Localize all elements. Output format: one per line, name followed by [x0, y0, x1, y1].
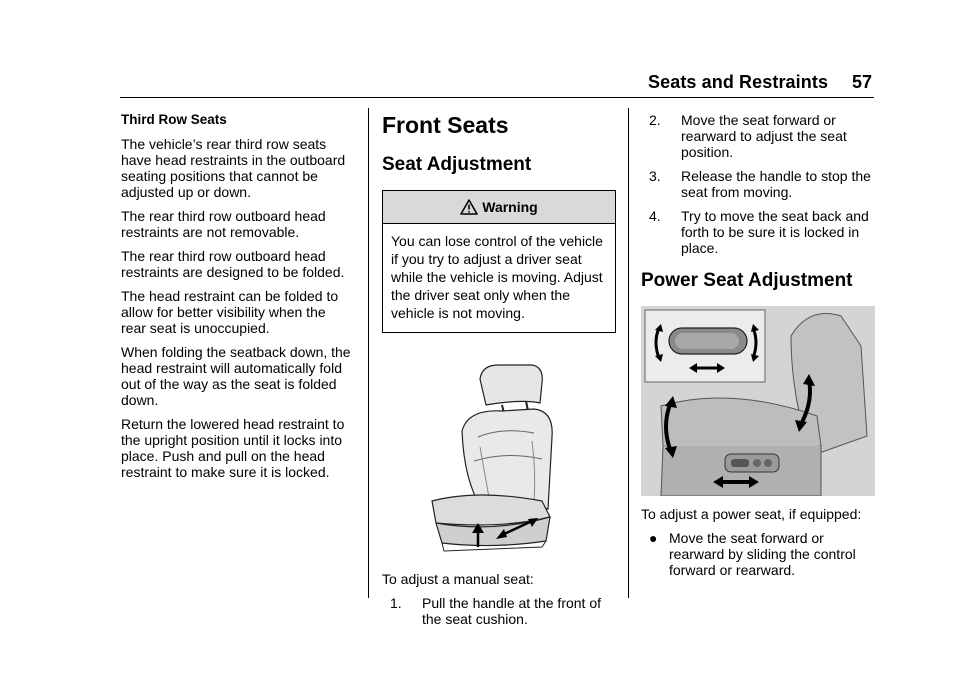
- paragraph: To adjust a manual seat:: [382, 571, 534, 587]
- section-heading: Power Seat Adjustment: [641, 270, 853, 291]
- section-heading: Front Seats: [382, 112, 509, 138]
- bullet: ●: [649, 530, 658, 546]
- step-number: 1.: [390, 595, 402, 611]
- list-item: [641, 168, 875, 200]
- bullet-text: Move the seat forward or rearward by sliding the control forward or rearward.: [669, 530, 856, 578]
- bullet-list: [641, 530, 875, 578]
- paragraph: When folding the seatback down, the head restraint will automatically fold out of the way as the seat is folded down.: [121, 344, 351, 408]
- column-divider: [368, 108, 369, 598]
- paragraph: The rear third row outboard head restraints are not removable.: [121, 208, 326, 240]
- warning-triangle-icon: [460, 199, 478, 215]
- step-number: 2.: [649, 112, 661, 128]
- warning-title: Warning: [482, 199, 538, 215]
- subsection-heading: Seat Adjustment: [382, 154, 532, 175]
- list-item: [641, 530, 875, 578]
- step-text: Move the seat forward or rearward to adjust the seat position.: [681, 112, 847, 160]
- steps-list: [382, 595, 616, 627]
- manual-seat-illustration: [382, 351, 616, 561]
- header-rule: [120, 97, 874, 98]
- paragraph: The head restraint can be folded to allow for better visibility when the rear seat is unoccupied.: [121, 288, 339, 336]
- warning-box: [382, 190, 616, 333]
- page-number: 57: [852, 72, 873, 92]
- step-text: Release the handle to stop the seat from moving.: [681, 168, 871, 200]
- right-column: [641, 112, 875, 578]
- list-item: [382, 595, 616, 627]
- middle-column: [382, 112, 616, 635]
- column-divider: [628, 108, 629, 598]
- power-seat-illustration: [641, 306, 875, 496]
- list-item: [641, 112, 875, 160]
- paragraph: To adjust a power seat, if equipped:: [641, 506, 862, 522]
- running-header-title: Seats and Restraints: [648, 72, 829, 92]
- step-text: Try to move the seat back and forth to be sure it is locked in place.: [681, 208, 869, 256]
- subheading: Third Row Seats: [121, 112, 227, 127]
- left-column: [121, 112, 353, 488]
- warning-body: You can lose control of the vehicle if you try to adjust a driver seat while the vehicle is moving. Adjust the driver seat only when the vehicle is not moving.: [391, 233, 603, 321]
- warning-header: [383, 191, 615, 224]
- step-text: Pull the handle at the front of the seat cushion.: [422, 595, 602, 627]
- step-number: 4.: [649, 208, 661, 224]
- list-item: [641, 208, 875, 256]
- steps-list: [641, 112, 875, 256]
- paragraph: Return the lowered head restraint to the upright position until it locks into place. Push and pull on the head restraint to make sure it is locked.: [121, 416, 345, 480]
- step-number: 3.: [649, 168, 661, 184]
- paragraph: The rear third row outboard head restraints are designed to be folded.: [121, 248, 345, 280]
- paragraph: The vehicle’s rear third row seats have head restraints in the outboard seating positions that cannot be adjusted up or down.: [121, 136, 346, 200]
